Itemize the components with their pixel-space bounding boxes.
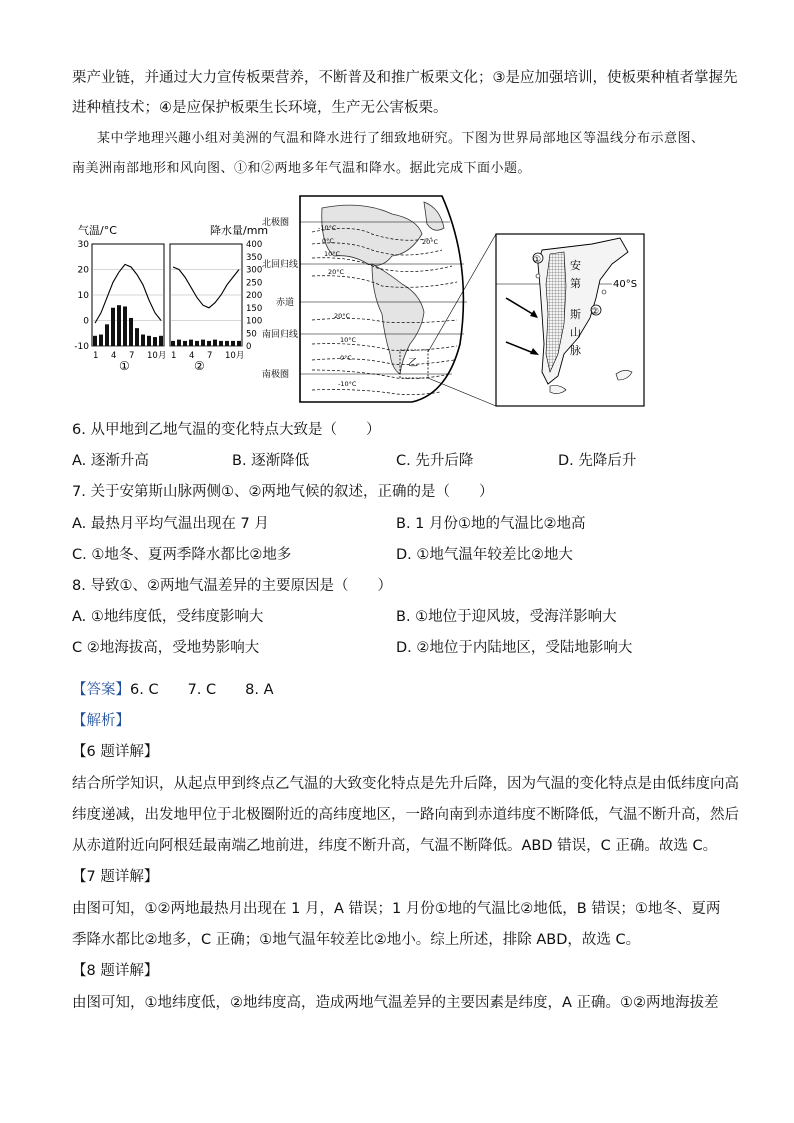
point-1-label: ① [533,255,542,265]
chart1-label: ① [119,359,130,373]
lat-40s-label: 40°S [613,279,638,290]
chart2-precip-bar [225,341,229,346]
analysis-tag: 【解析】 [72,713,130,729]
month-tick-label: 4 [189,351,195,361]
q6-option-d[interactable]: D. 先降后升 [558,453,637,469]
chart1-precip-bar [99,335,103,346]
chart1-precip-bar [159,336,163,346]
answer-tag: 【答案】 [72,682,130,698]
isotherm-label: 20°C [334,312,351,320]
precip-tick-label: 250 [246,278,263,289]
isotherm-label: 10°C [340,336,357,344]
detail-6-line: 纬度递减，出发地甲位于北极圈附近的高纬度地区，一路向南到赤道纬度不断降低，气温不断升高，然后 [72,807,739,823]
detail-7-tag: 【7 题详解】 [72,869,159,885]
lat-label-antarctic: 南极圈 [262,370,290,380]
isotherm-label: 20°C [328,268,345,276]
q7-option-d[interactable]: D. ①地气温年较差比②地大 [396,547,573,563]
chart2-precip-bar [201,340,205,346]
andes-char: 脉 [570,344,581,357]
q7-option-b[interactable]: B. 1 月份①地的气温比②地高 [396,516,586,532]
detail-7-line: 季降水都比②地多，C 正确；①地气温年较差比②地小。综上所述，排除 ABD，故选 C。 [72,932,641,948]
intro-line-1: 某中学地理兴趣小组对美洲的气温和降水进行了细致地研究。下图为世界局部地区等温线分布示意图、 [97,131,705,146]
chart2-precip-bar [237,341,241,346]
temp-tick-label: 30 [77,240,89,250]
lat-label-equator: 赤道 [276,298,295,308]
precip-tick-label: 0 [246,342,252,352]
question-6-stem: 6. 从甲地到乙地气温的变化特点大致是（ ） [72,422,381,438]
chart1-temp-curve [95,264,161,323]
andes-char: 第 [570,277,581,290]
chart1-precip-bar [135,328,139,346]
detail-7-line: 由图可知，①②两地最热月出现在 1 月，A 错误；1 月份①地的气温比②地低，B 错误；①地冬、夏两 [72,901,721,917]
chart1-precip-bar [117,305,121,346]
answer-text: 6. C 7. C 8. A [130,682,274,698]
isotherm-label: 10°C [324,250,341,258]
temp-tick-label: 0 [83,316,89,327]
chart2-precip-bar [177,340,181,346]
detail-8-line: 由图可知，①地纬度低，②地纬度高，造成两地气温差异的主要因素是纬度，A 正确。①②两地海拔差 [72,995,719,1011]
temp-axis-label: 气温/°C [78,224,117,237]
andes-char: 山 [570,326,581,339]
precip-tick-label: 150 [246,303,263,314]
isotherm-label: -10°C [318,224,337,232]
q7-option-c[interactable]: C. ①地冬、夏两季降水都比②地多 [72,547,292,563]
detail-6-line: 从赤道附近向阿根廷最南端乙地前进，纬度不断升高，气温不断降低。ABD 错误，C 正确。故选 C。 [72,838,718,854]
small-island [602,290,606,294]
chart1-precip-bar [123,306,127,346]
detail-8-tag: 【8 题详解】 [72,963,159,979]
month-tick-label: 10月 [147,351,167,361]
small-island [536,274,540,278]
chart2-precip-bar [219,341,223,346]
lat-label-arctic: 北极圈 [262,218,290,228]
paragraph-line-1: 栗产业链，并通过大力宣传板栗营养，不断普及和推广板栗文化；③是应加强培训，使板栗种植者掌握先 [72,70,738,86]
isotherm-label: 20°C [422,238,439,246]
q6-option-b[interactable]: B. 逐渐降低 [232,453,310,469]
temp-tick-label: 10 [77,291,89,301]
precip-tick-label: 50 [246,329,257,340]
isotherm-label: 0°C [340,354,352,362]
chart1-precip-bar [129,318,133,346]
detail-6-line: 结合所学知识，从起点甲到终点乙气温的大致变化特点是先升后降，因为气温的变化特点是由低纬度向高 [72,776,739,792]
chart2-precip-bar [195,341,199,346]
point-yi-label: 乙 [408,358,418,369]
detail-6-tag: 【6 题详解】 [72,744,159,760]
chart2-temp-curve [173,267,239,308]
chart2-precip-bar [231,341,235,346]
temp-tick-label: 20 [77,265,89,276]
month-tick-label: 7 [129,351,135,361]
question-8-stem: 8. 导致①、②两地气温差异的主要原因是（ ） [72,578,392,594]
month-tick-label: 4 [111,351,117,361]
month-tick-label: 1 [171,351,177,361]
q8-option-a[interactable]: A. ①地纬度低，受纬度影响大 [72,609,264,625]
question-7-stem: 7. 关于安第斯山脉两侧①、②两地气候的叙述，正确的是（ ） [72,484,494,500]
answer-line [72,680,274,700]
chart1-precip-bar [141,335,145,346]
precip-tick-label: 350 [246,252,263,263]
climate-charts [74,223,268,373]
precip-tick-label: 400 [246,240,263,250]
chart2-label: ② [194,359,205,373]
intro-line-2: 南美洲南部地形和风向图、①和②两地多年气温和降水。据此完成下面小题。 [72,161,532,176]
q6-option-c[interactable]: C. 先升后降 [396,453,474,469]
precip-tick-label: 100 [246,316,263,327]
chart2-precip-bar [171,341,175,346]
chart1-precip-bar [147,336,151,346]
precip-tick-label: 200 [246,291,263,301]
point-2-label: ② [591,307,600,317]
chart1-precip-bar [93,336,97,346]
andes-char: 安 [570,259,581,272]
precip-tick-label: 300 [246,265,263,276]
q6-option-a[interactable]: A. 逐渐升高 [72,453,149,469]
chart2-precip-bar [213,340,217,346]
q8-option-d[interactable]: D. ②地位于内陆地区，受陆地影响大 [396,640,633,656]
chart2-precip-bar [183,341,187,346]
isotherm-label: -10°C [338,380,357,388]
q8-option-b[interactable]: B. ①地位于迎风坡，受海洋影响大 [396,609,617,625]
chart1-precip-bar [153,337,157,346]
chart1-precip-bar [105,324,109,346]
isotherm-map [262,196,496,406]
andes-char: 斯 [570,308,581,321]
temp-tick-label: -10 [74,342,89,352]
lat-label-capricorn: 南回归线 [262,330,299,340]
month-tick-label: 10月 [225,351,245,361]
geography-figure [72,194,722,408]
precip-axis-label: 降水量/mm [210,224,269,237]
chart1-precip-bar [111,308,115,346]
south-america-inset [496,234,644,406]
isotherm-label: 0°C [322,237,334,245]
q7-option-a[interactable]: A. 最热月平均气温出现在 7 月 [72,516,269,532]
month-tick-label: 1 [93,351,99,361]
month-tick-label: 7 [207,351,213,361]
chart2-precip-bar [207,341,211,346]
q8-option-c[interactable]: C ②地海拔高，受地势影响大 [72,640,260,656]
paragraph-line-2: 进种植技术；④是应保护板栗生长环境，生产无公害板栗。 [72,100,448,116]
lat-label-cancer: 北回归线 [262,260,299,270]
chart2-precip-bar [189,340,193,346]
